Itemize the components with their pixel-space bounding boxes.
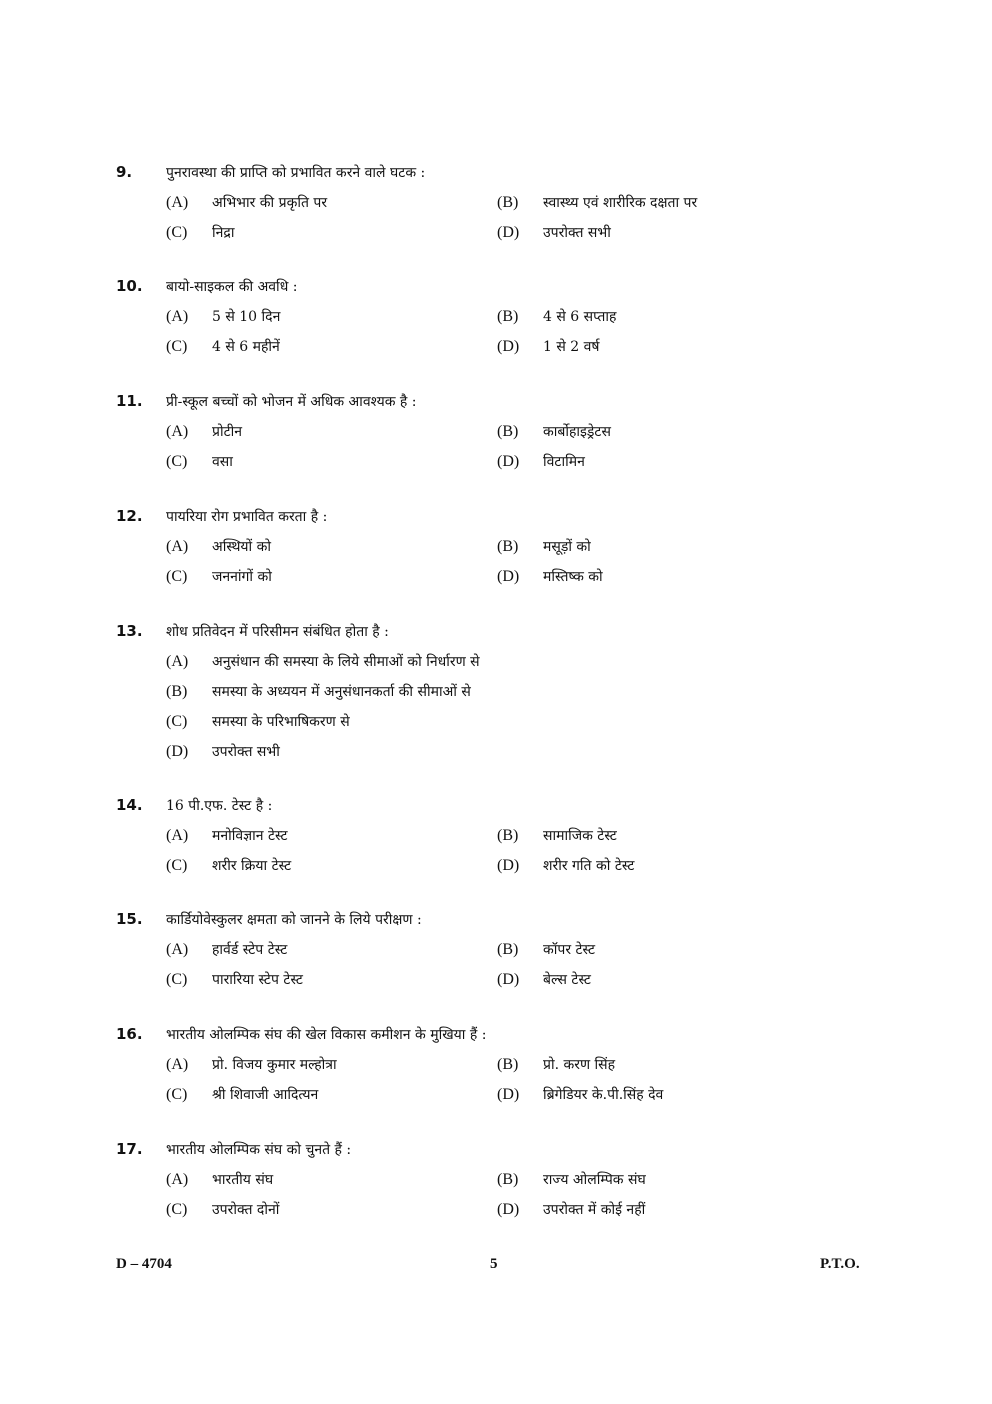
question-text: 16 पी.एफ. टेस्ट है :: [166, 798, 273, 814]
option-text: स्वास्थ्य एवं शारीरिक दक्षता पर: [543, 195, 698, 211]
option-label: (B): [497, 538, 519, 555]
option-label: (D): [497, 568, 520, 585]
option-label: (A): [166, 538, 189, 555]
option-a: [166, 1055, 337, 1074]
option-a: [166, 422, 242, 441]
option-label: (C): [166, 568, 188, 585]
option-text: उपरोक्त सभी: [212, 744, 280, 760]
option-label: (D): [497, 338, 520, 355]
option-text: प्रो. करण सिंह: [543, 1057, 616, 1073]
option-b: [497, 193, 697, 212]
option-a: [166, 940, 287, 959]
question-text: कार्डियोवेस्कुलर क्षमता को जानने के लिये परीक्षण :: [166, 912, 422, 928]
question-number: 13.: [116, 622, 143, 640]
question-number: 9.: [116, 163, 133, 181]
option-text: बेल्स टेस्ट: [543, 972, 591, 988]
option-text: उपरोक्त दोनों: [212, 1202, 280, 1218]
option-text: अस्थियों को: [212, 539, 272, 555]
paper-code: D – 4704: [116, 1256, 172, 1272]
option-label: (B): [497, 827, 519, 844]
option-label: (B): [166, 683, 188, 700]
option-d: [497, 567, 603, 586]
pto-label: P.T.O.: [820, 1256, 860, 1272]
option-label: (A): [166, 941, 189, 958]
option-a: [166, 193, 327, 212]
option-text: 4 से 6 महीनें: [212, 339, 280, 355]
option-b: [166, 682, 471, 701]
option-text: जननांगों को: [212, 569, 272, 585]
option-text: शरीर गति को टेस्ट: [543, 858, 635, 874]
option-label: (C): [166, 857, 188, 874]
question-number: 11.: [116, 392, 143, 410]
option-b: [497, 940, 595, 959]
option-text: सामाजिक टेस्ट: [543, 828, 617, 844]
option-c: [166, 223, 234, 242]
option-c: [166, 1085, 318, 1104]
option-text: मनोविज्ञान टेस्ट: [212, 828, 288, 844]
option-d: [497, 970, 591, 989]
page-number: 5: [490, 1256, 498, 1272]
option-text: श्री शिवाजी आदित्यन: [212, 1087, 319, 1103]
option-label: (C): [166, 1201, 188, 1218]
option-label: (C): [166, 453, 188, 470]
option-a: [166, 307, 280, 326]
option-d: [497, 856, 634, 875]
option-a: [166, 1170, 273, 1189]
option-b: [497, 307, 616, 326]
option-label: (D): [497, 971, 520, 988]
question-number: 14.: [116, 796, 143, 814]
option-label: (C): [166, 1086, 188, 1103]
question-text: भारतीय ओलम्पिक संघ की खेल विकास कमीशन के मुखिया हैं :: [166, 1027, 487, 1043]
option-d: [497, 223, 611, 242]
option-text: प्रो. विजय कुमार मल्होत्रा: [212, 1057, 337, 1073]
option-text: निद्रा: [212, 225, 235, 241]
option-text: उपरोक्त सभी: [543, 225, 611, 241]
option-text: पारारिया स्टेप टेस्ट: [212, 972, 303, 988]
question-number: 12.: [116, 507, 143, 525]
option-a: [166, 537, 271, 556]
option-label: (A): [166, 1056, 189, 1073]
option-label: (A): [166, 1171, 189, 1188]
option-label: (B): [497, 1056, 519, 1073]
option-label: (D): [497, 224, 520, 241]
option-text: अभिभार की प्रकृति पर: [212, 195, 328, 211]
option-label: (B): [497, 423, 519, 440]
option-label: (B): [497, 941, 519, 958]
question-text: बायो-साइकल की अवधि :: [166, 279, 298, 295]
option-text: 4 से 6 सप्ताह: [543, 309, 617, 325]
option-d: [497, 1200, 645, 1219]
option-text: हार्वर्ड स्टेप टेस्ट: [212, 942, 288, 958]
question-text: प्री-स्कूल बच्चों को भोजन में अधिक आवश्यक है :: [166, 394, 417, 410]
option-c: [166, 567, 272, 586]
option-label: (D): [497, 857, 520, 874]
question-text: भारतीय ओलम्पिक संघ को चुनते हैं :: [166, 1142, 352, 1158]
option-label: (C): [166, 224, 188, 241]
option-text: अनुसंधान की समस्या के लिये सीमाओं को निर्धारण से: [212, 654, 480, 670]
option-c: [166, 712, 350, 731]
option-label: (A): [166, 194, 189, 211]
question-text: पायरिया रोग प्रभावित करता है :: [166, 509, 328, 525]
option-label: (D): [166, 743, 189, 760]
option-d: [497, 452, 585, 471]
option-text: कार्बोहाइड्रेटस: [543, 424, 611, 440]
option-label: (A): [166, 308, 189, 325]
option-label: (A): [166, 827, 189, 844]
option-text: समस्या के अध्ययन में अनुसंधानकर्ता की सीमाओं से: [212, 684, 471, 700]
option-c: [166, 1200, 279, 1219]
option-label: (D): [497, 1086, 520, 1103]
option-text: वसा: [212, 454, 233, 470]
option-text: मसूड़ों को: [543, 539, 591, 555]
option-text: 5 से 10 दिन: [212, 309, 281, 325]
option-c: [166, 856, 291, 875]
option-label: (A): [166, 653, 189, 670]
option-text: कॉपर टेस्ट: [543, 942, 596, 958]
option-b: [497, 1055, 615, 1074]
option-text: उपरोक्त में कोई नहीं: [543, 1202, 646, 1218]
option-text: समस्या के परिभाषिकरण से: [212, 714, 350, 730]
option-b: [497, 422, 611, 441]
option-b: [497, 826, 617, 845]
option-label: (D): [497, 1201, 520, 1218]
option-a: [166, 652, 480, 671]
option-label: (B): [497, 308, 519, 325]
question-number: 10.: [116, 277, 143, 295]
option-d: [497, 1085, 663, 1104]
option-d: [497, 337, 600, 356]
option-b: [497, 537, 591, 556]
option-label: (B): [497, 194, 519, 211]
option-text: शरीर क्रिया टेस्ट: [212, 858, 292, 874]
option-b: [497, 1170, 646, 1189]
option-label: (D): [497, 453, 520, 470]
option-text: मस्तिष्क को: [543, 569, 603, 585]
option-c: [166, 452, 233, 471]
option-text: प्रोटीन: [212, 424, 243, 440]
option-d: [166, 742, 280, 761]
option-text: भारतीय संघ: [212, 1172, 274, 1188]
option-text: विटामिन: [543, 454, 585, 470]
question-number: 17.: [116, 1140, 143, 1158]
question-number: 15.: [116, 910, 143, 928]
option-label: (C): [166, 713, 188, 730]
question-text: पुनरावस्था की प्राप्ति को प्रभावित करने वाले घटक :: [166, 165, 426, 181]
option-text: ब्रिगेडियर के.पी.सिंह देव: [543, 1087, 664, 1103]
option-label: (C): [166, 338, 188, 355]
option-label: (B): [497, 1171, 519, 1188]
question-text: शोध प्रतिवेदन में परिसीमन संबंधित होता है :: [166, 624, 389, 640]
option-text: राज्य ओलम्पिक संघ: [543, 1172, 646, 1188]
option-c: [166, 337, 280, 356]
question-number: 16.: [116, 1025, 143, 1043]
option-label: (A): [166, 423, 189, 440]
option-label: (C): [166, 971, 188, 988]
option-text: 1 से 2 वर्ष: [543, 339, 600, 355]
option-a: [166, 826, 288, 845]
option-c: [166, 970, 303, 989]
